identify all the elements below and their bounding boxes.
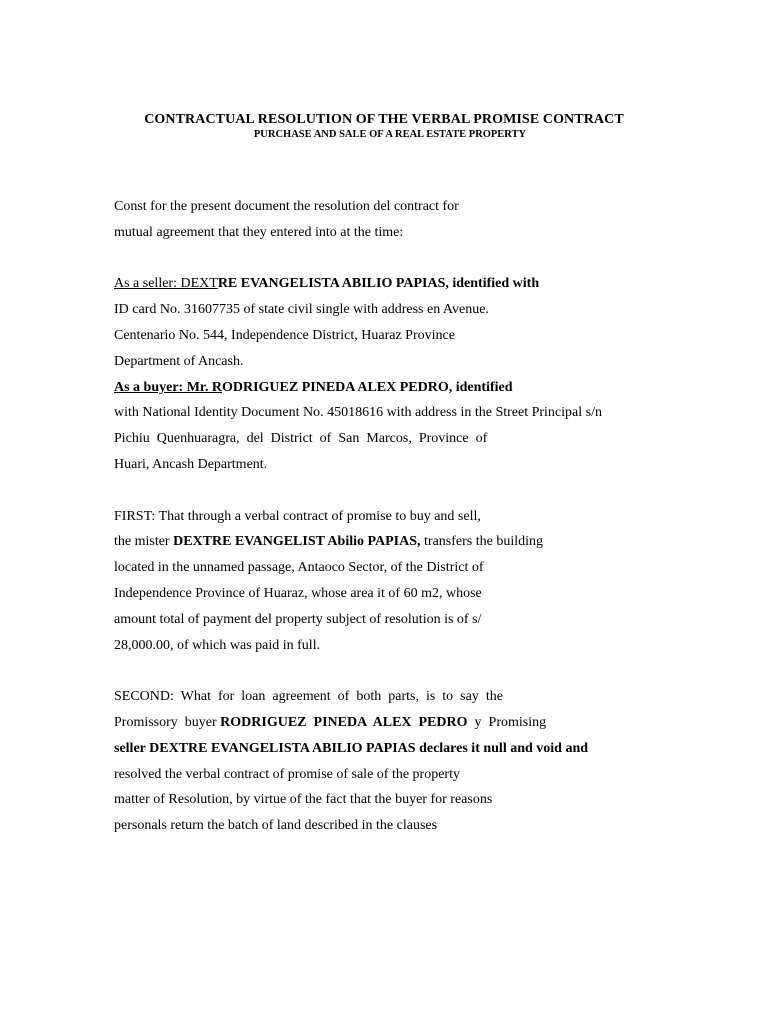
buyer-label-underlined: As a buyer: Mr. R xyxy=(114,379,222,395)
document-subtitle: PURCHASE AND SALE OF A REAL ESTATE PROPERTY xyxy=(253,129,527,140)
buyer-name-rest: ODRIGUEZ PINEDA ALEX PEDRO, identified xyxy=(221,379,513,395)
buyer-line-3: Huari, Ancash Department. xyxy=(114,456,268,472)
second-clause-buyer-name: RODRIGUEZ PINEDA ALEX PEDRO xyxy=(220,714,468,730)
intro-line-1: Const for the present document the resolution del contract for xyxy=(114,199,459,214)
buyer-heading xyxy=(114,375,674,401)
seller-label-underlined xyxy=(114,276,218,291)
first-clause-line-2 xyxy=(114,529,674,555)
paragraph-gap xyxy=(114,478,674,504)
intro-line-2: mutual agreement that they entered into at the time: xyxy=(114,224,404,240)
first-clause-line-6: 28,000.00, of which was paid in full. xyxy=(114,637,321,653)
first-clause-pre: the mister xyxy=(114,534,174,550)
buyer-line-2: Pichiu Quenhuaragra, del District of San Marcos, Province of xyxy=(114,431,488,447)
paragraph-gap xyxy=(114,246,674,272)
second-clause-pre: Promissory buyer xyxy=(114,714,221,730)
seller-name-rest: RE EVANGELISTA ABILIO PAPIAS, identified with xyxy=(217,276,540,292)
seller-label-text: As a seller: DEXT xyxy=(114,276,218,292)
seller-line-2: Centenario No. 544, Independence District, Huaraz Province xyxy=(114,327,455,343)
seller-line-1: ID card No. 31607735 of state civil single with address en Avenue. xyxy=(114,302,489,318)
first-clause-name: DEXTRE EVANGELIST Abilio PAPIAS, xyxy=(173,534,421,550)
second-clause-line-1: SECOND: What for loan agreement of both parts, is to say the xyxy=(114,689,503,705)
second-clause-line-4: resolved the verbal contract of promise of sale of the property xyxy=(114,766,460,782)
second-clause-line-3 xyxy=(114,736,674,762)
document-title: CONTRACTUAL RESOLUTION OF THE VERBAL PROMISE CONTRACT xyxy=(144,112,624,127)
first-clause-line-1: FIRST: That through a verbal contract of promise to buy and sell, xyxy=(114,508,481,524)
second-clause-post: y Promising xyxy=(467,714,547,730)
second-clause-line-5: matter of Resolution, by virtue of the fact that the buyer for reasons xyxy=(114,792,493,808)
second-clause-seller-name: seller DEXTRE EVANGELISTA ABILIO PAPIAS declares it null and void and xyxy=(114,740,589,756)
first-clause-line-3: located in the unnamed passage, Antaoco Sector, of the District of xyxy=(114,560,484,576)
first-clause-line-4: Independence Province of Huaraz, whose area it of 60 m2, whose xyxy=(114,585,482,601)
second-clause-line-2 xyxy=(114,710,674,736)
paragraph-gap xyxy=(114,658,674,684)
first-clause-post: transfers the building xyxy=(420,534,543,550)
first-clause-line-5: amount total of payment del property subject of resolution is of s/ xyxy=(114,611,482,627)
seller-heading xyxy=(114,271,674,297)
buyer-line-1: with National Identity Document No. 45018616 with address in the Street Principal s/n xyxy=(114,405,602,421)
second-clause-line-6: personals return the batch of land described in the clauses xyxy=(114,818,438,834)
seller-line-3: Department of Ancash. xyxy=(114,353,244,369)
document-body xyxy=(114,194,674,839)
